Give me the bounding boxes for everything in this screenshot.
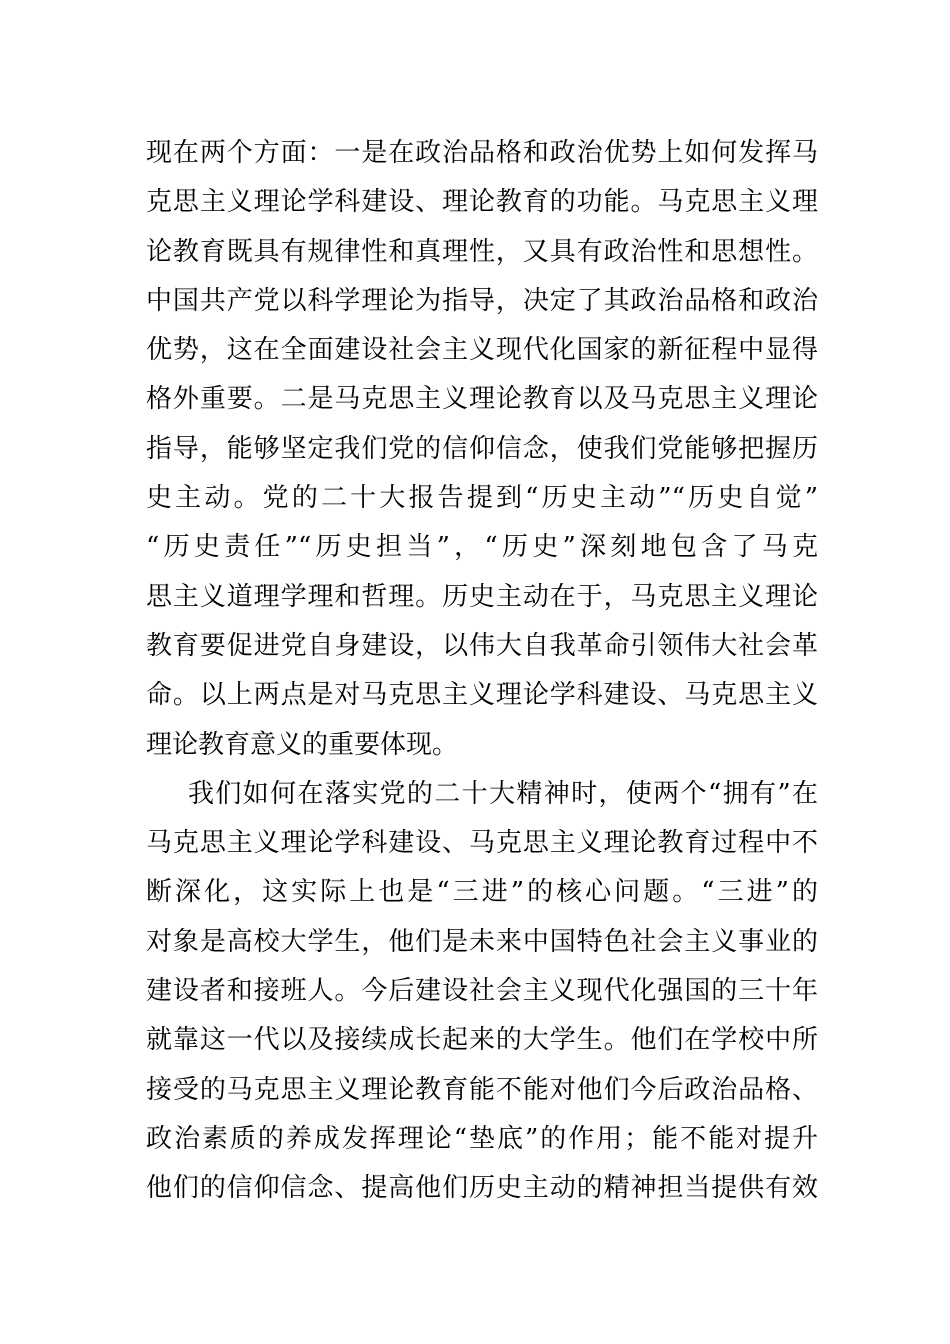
paragraph-line: 接受的马克思主义理论教育能不能对他们今后政治品格、	[146, 1074, 818, 1105]
paragraph-line: 教育要促进党自身建设，以伟大自我革命引领伟大社会革	[146, 630, 818, 661]
paragraph-line: 格外重要。二是马克思主义理论教育以及马克思主义理论	[146, 384, 818, 415]
paragraph-line: 就靠这一代以及接续成长起来的大学生。他们在学校中所	[146, 1025, 818, 1056]
paragraph-line: “历史责任”“历史担当”，“历史”深刻地包含了马克	[146, 532, 818, 563]
paragraph-line: 指导，能够坚定我们党的信仰信念，使我们党能够把握历	[146, 433, 818, 464]
paragraph-line: 史主动。党的二十大报告提到“历史主动”“历史自觉”	[146, 483, 818, 514]
paragraph-line-first: 我们如何在落实党的二十大精神时，使两个“拥有”在	[188, 778, 818, 809]
paragraph-line: 论教育既具有规律性和真理性，又具有政治性和思想性。	[146, 236, 818, 267]
paragraph-line: 断深化，这实际上也是“三进”的核心问题。“三进”的	[146, 877, 818, 908]
paragraph-line: 建设者和接班人。今后建设社会主义现代化强国的三十年	[146, 976, 818, 1007]
paragraph-line: 思主义道理学理和哲理。历史主动在于，马克思主义理论	[146, 581, 818, 612]
paragraph-line: 对象是高校大学生，他们是未来中国特色社会主义事业的	[146, 926, 818, 957]
paragraph-line-last: 理论教育意义的重要体现。	[146, 729, 459, 760]
paragraph-line: 克思主义理论学科建设、理论教育的功能。马克思主义理	[146, 187, 818, 218]
paragraph-line: 命。以上两点是对马克思主义理论学科建设、马克思主义	[146, 680, 818, 711]
document-body	[146, 129, 818, 1214]
paragraph-line: 他们的信仰信念、提高他们历史主动的精神担当提供有效	[146, 1173, 818, 1204]
paragraph-line: 马克思主义理论学科建设、马克思主义理论教育过程中不	[146, 828, 818, 859]
paragraph-line: 现在两个方面：一是在政治品格和政治优势上如何发挥马	[146, 138, 818, 168]
paragraph-1	[146, 129, 818, 770]
paragraph-line: 中国共产党以科学理论为指导，决定了其政治品格和政治	[146, 285, 818, 316]
paragraph-line: 优势，这在全面建设社会主义现代化国家的新征程中显得	[146, 335, 818, 366]
paragraph-line: 政治素质的养成发挥理论“垫底”的作用；能不能对提升	[146, 1123, 818, 1154]
paragraph-2	[146, 770, 818, 1214]
